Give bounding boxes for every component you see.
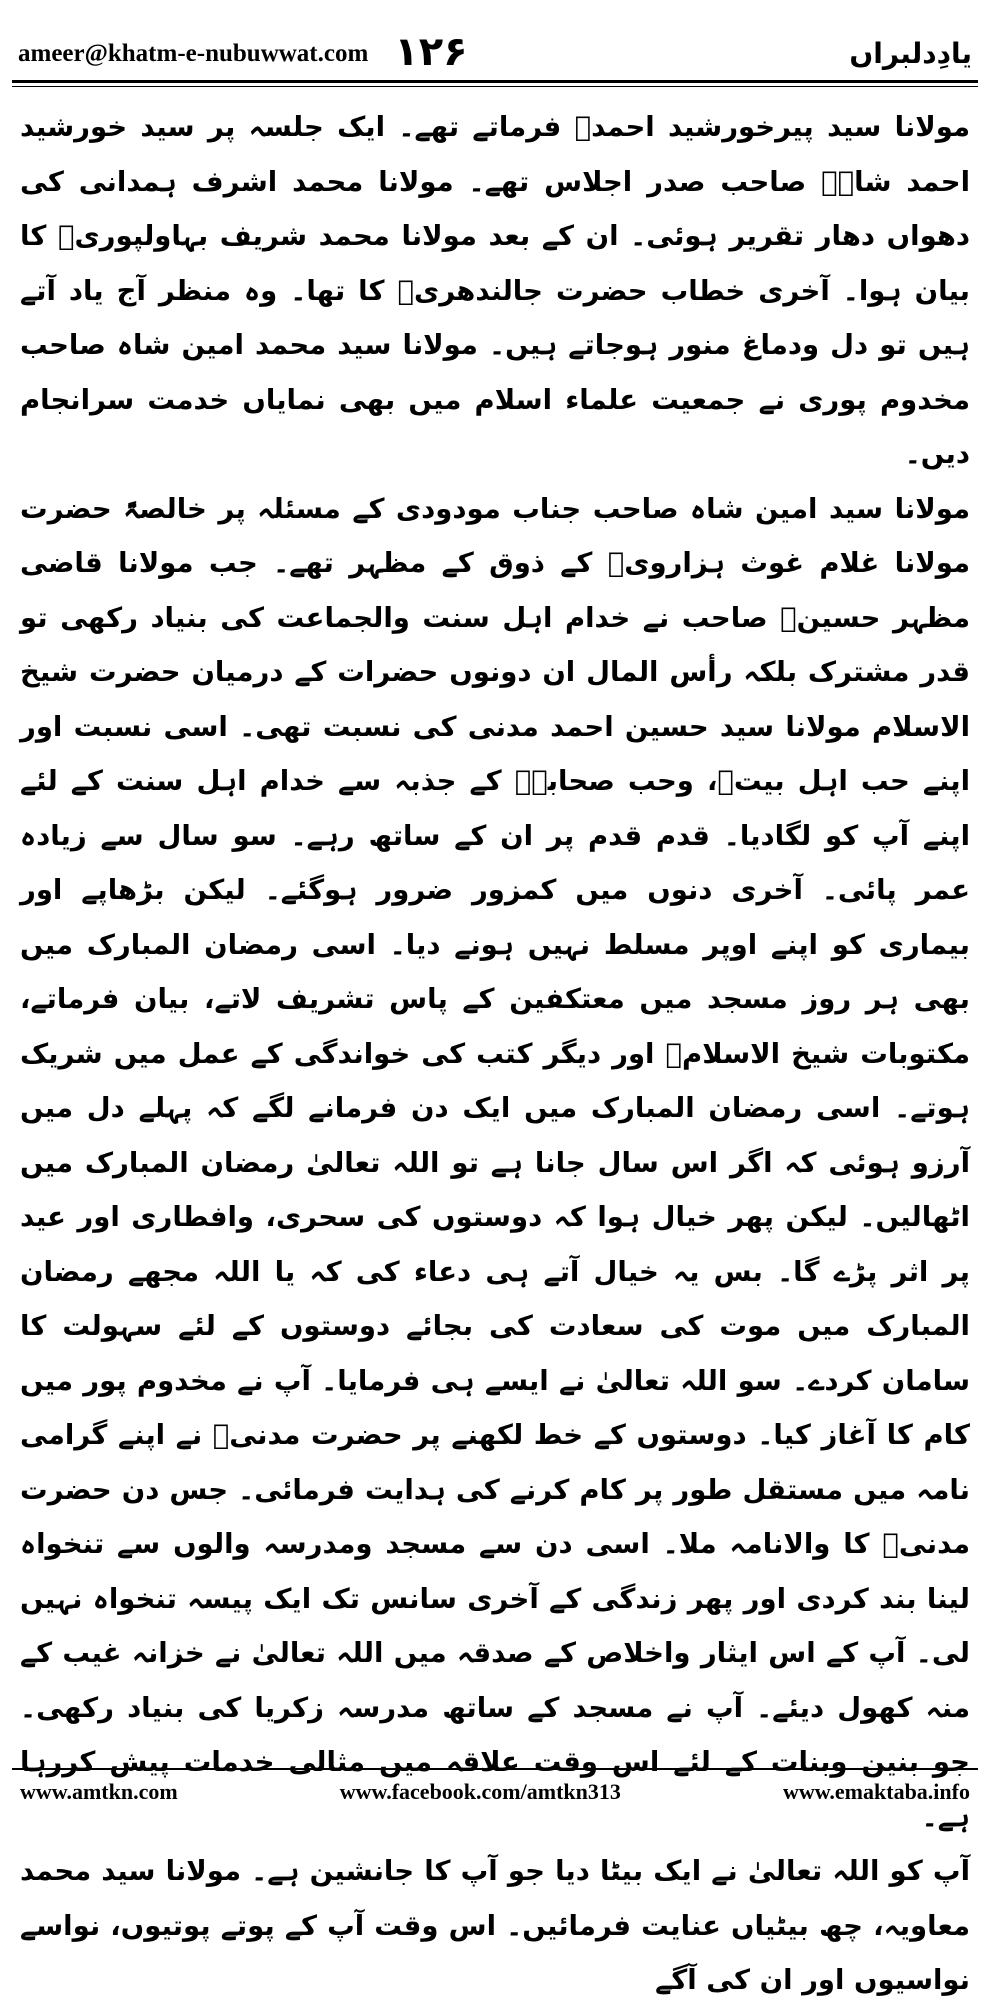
footer-rule	[12, 1768, 978, 1770]
page-header	[18, 14, 972, 76]
paragraph-3: آپ کو اللہ تعالیٰ نے ایک بیٹا دیا جو آپ کا جانشین ہے۔ مولانا سید محمد معاویہ، چھ بیٹیاں عنایت فرمائیں۔ اس وقت آپ کے پوتے پوتیوں، نواسے نواسیوں اور ان کی آگے	[20, 1855, 970, 1996]
footer-link-facebook[interactable]: www.facebook.com/amtkn313	[339, 1779, 621, 1804]
paragraph-1: مولانا سید پیرخورشید احمدؒ فرماتے تھے۔ ایک جلسہ پر سید خورشید احمد شاہؒ صاحب صدر اجلاس تھے۔ مولانا محمد اشرف ہمدانی کی دھواں دھار تقریر ہوئی۔ ان کے بعد مولانا محمد شریف بہاولپوریؒ کا بیان ہوا۔ آخری خطاب حضرت جالندھریؒ کا تھا۔ وہ منظر آج یاد آتے ہیں تو دل ودماغ منور ہوجاتے ہیں۔ مولانا سید محمد امین شاہ صاحب مخدوم پوری نے جمعیت علماء اسلام میں بھی نمایاں خدمت سرانجام دیں۔	[20, 111, 970, 470]
header-rule-thick	[12, 80, 978, 83]
paragraph-2: مولانا سید امین شاہ صاحب جناب مودودی کے مسئلہ پر خالصۃً حضرت مولانا غلام غوث ہزارویؒ کے ذوق کے مظہر تھے۔ جب مولانا قاضی مظہر حسینؒ صاحب نے خدام اہل سنت والجماعت کی بنیاد رکھی تو قدر مشترک بلکہ رأس المال ان دونوں حضرات کے درمیان حضرت شیخ الاسلام مولانا سید حسین احمد مدنی کی نسبت تھی۔ اسی نسبت اور اپنے حب اہل بیتؓ، وحب صحابہؓ کے جذبہ سے خدام اہل سنت کے لئے اپنے آپ کو لگادیا۔ قدم قدم پر ان کے ساتھ رہے۔ سو سال سے زیادہ عمر پائی۔ آخری دنوں میں کمزور ضرور ہوگئے۔ لیکن بڑھاپے اور بیماری کو اپنے اوپر مسلط نہیں ہونے دیا۔ اسی رمضان المبارک میں بھی ہر روز مسجد میں معتکفین کے پاس تشریف لاتے، بیان فرماتے، مکتوبات شیخ الاسلامؒ اور دیگر کتب کی خواندگی کے عمل میں شریک ہوتے۔ اسی رمضان المبارک میں ایک دن فرمانے لگے کہ پہلے دل میں آرزو ہوئی کہ اگر اس سال جانا ہے تو اللہ تعالیٰ رمضان المبارک میں اٹھالیں۔ لیکن پھر خیال ہوا کہ دوستوں کی سحری، وافطاری اور عید پر اثر پڑے گا۔ بس یہ خیال آتے ہی دعاء کی کہ یا اللہ مجھے رمضان المبارک میں موت کی سعادت کی بجائے دوستوں کے لئے سہولت کا سامان کردے۔ سو اللہ تعالیٰ نے ایسے ہی فرمایا۔ آپ نے مخدوم پور میں کام کا آغاز کیا۔ دوستوں کے خط لکھنے پر حضرت مدنیؒ نے اپنے گرامی نامہ میں مستقل طور پر کام کرنے کی ہدایت فرمائی۔ جس دن حضرت مدنیؒ کا والانامہ ملا۔ اسی دن سے مسجد ومدرسہ والوں سے تنخواہ لینا بند کردی اور پھر زندگی کے آخری سانس تک ایک پیسہ تنخواہ نہیں لی۔ آپ کے اس ایثار واخلاص کے صدقہ میں اللہ تعالیٰ نے خزانہ غیب کے منہ کھول دیئے۔ آپ نے مسجد کے ساتھ مدرسہ زکریا کی بنیاد رکھی۔ جو بنین وبنات کے لئے اس وقت علاقہ میں مثالی خدمات پیش کررہا ہے۔	[20, 492, 970, 1833]
page-footer	[20, 1778, 970, 1806]
running-title: یادِدلبراں	[849, 37, 972, 70]
page-number: ۱۲۶	[394, 29, 468, 75]
footer-link-emaktaba[interactable]: www.emaktaba.info	[782, 1779, 970, 1804]
header-email: ameer@khatm-e-nubuwwat.com	[18, 40, 369, 67]
header-left-group	[18, 29, 468, 76]
header-rule-thin	[12, 86, 978, 87]
footer-link-amtkn[interactable]: www.amtkn.com	[20, 1779, 178, 1804]
